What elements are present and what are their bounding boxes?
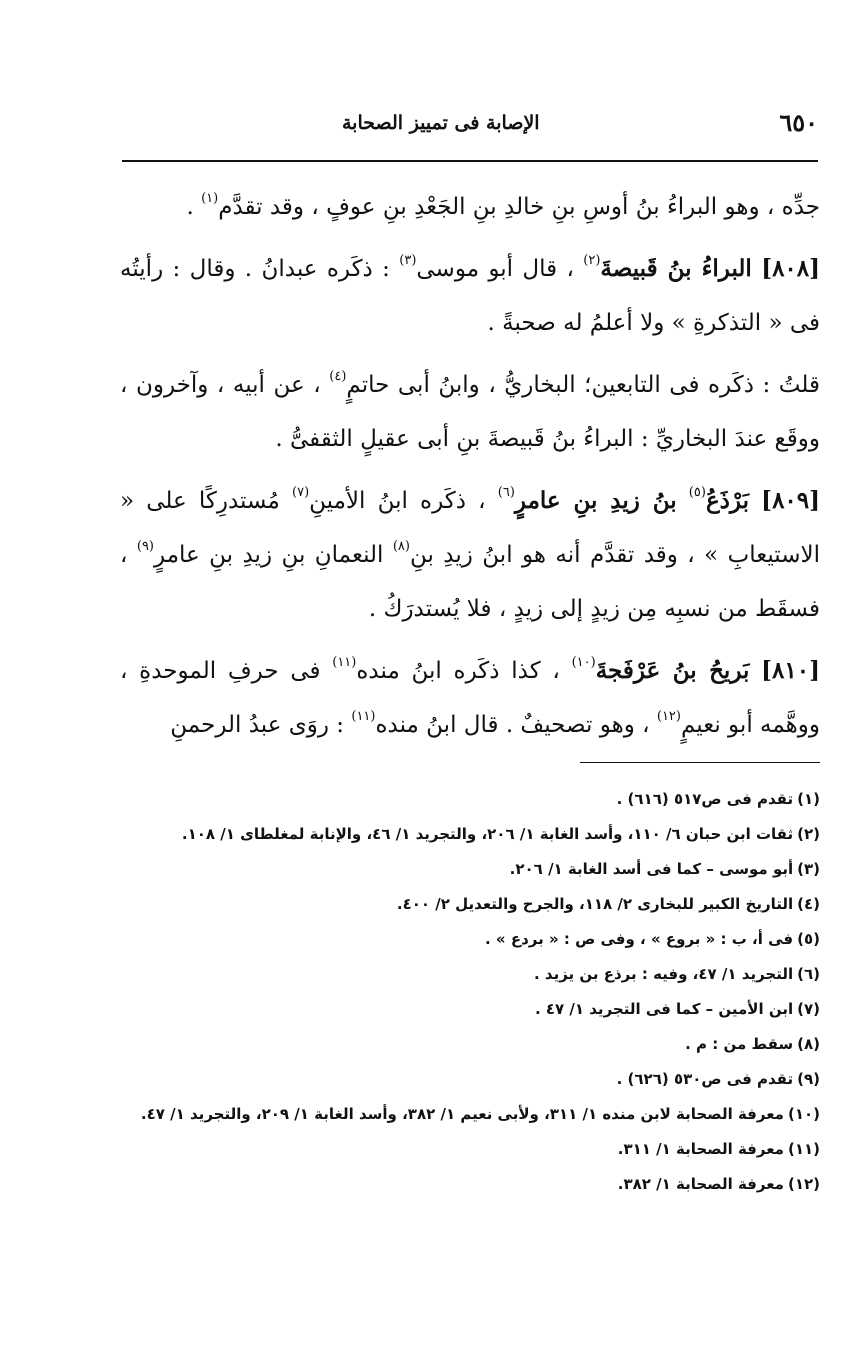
footnote-text: ثقات ابن حبان ٦/ ١١٠، وأسد الغابة ١/ ٢٠٦، والتجريد ١/ ٤٦، والإنابة لمغلطاى ١/ ١٠٨. xyxy=(181,825,794,843)
note-text: ، عن أبيه ، وآخرون ، ووقَع عندَ البخاريِّ : البراءُ بنُ قَبيصةَ بنِ أبى عقيلٍ الثقفىُّ . xyxy=(120,372,820,452)
footnote-10 xyxy=(120,1097,820,1132)
footnote-11 xyxy=(120,1132,820,1167)
footnote-number: (٦) xyxy=(797,965,820,983)
entry-text: ، فسقَط من نسبِه مِن زيدٍ إلى زيدٍ ، فلا يُستدرَكُ . xyxy=(120,542,820,622)
p1-text: جدِّه ، وهو البراءُ بنُ أوسِ بنِ خالدِ بنِ الجَعْدِ بنِ عوفٍ ، وقد تقدَّم xyxy=(218,194,820,220)
footnote-ref: (١٢) xyxy=(656,709,681,724)
footnote-text: سقط من : م . xyxy=(685,1035,794,1053)
footnote-number: (٣) xyxy=(797,860,820,878)
entry-name-rest: بنُ زيدِ بنِ عامرٍ xyxy=(514,487,677,514)
footnote-ref: (٦) xyxy=(497,485,515,500)
entry-text: مُستدرِكًا على « الاستيعابِ » ، وقد تقدَّم أنه هو ابنُ زيدِ بنِ xyxy=(120,488,821,568)
entry-text: النعمانِ بنِ زيدِ بنِ عامرٍ xyxy=(154,542,384,568)
footnote-text: تقدم فى ص٥١٧ (٦١٦) . xyxy=(616,790,794,808)
page-header xyxy=(122,108,818,148)
footnote-text: التاريخ الكبير للبخارى ٢/ ١١٨، والجرح والتعديل ٢/ ٤٠٠. xyxy=(396,895,794,913)
entry-text: فى حرفِ الموحدةِ ، ووهَّمه أبو نعيمٍ xyxy=(120,658,820,738)
footnotes xyxy=(120,782,820,1202)
footnote-text: تقدم فى ص٥٣٠ (٦٢٦) . xyxy=(616,1070,794,1088)
entry-name: بَريحُ بنُ عَرْفَجةَ xyxy=(595,657,750,684)
footnote-3 xyxy=(120,852,820,887)
footnote-6 xyxy=(120,957,820,992)
entry-810 xyxy=(120,644,820,752)
entry-text: ، ذكَره ابنُ الأمينِ xyxy=(309,488,486,514)
entry-number: [٨١٠] xyxy=(761,657,820,684)
entry-text: ، كذا ذكَره ابنُ منده xyxy=(356,658,560,684)
book-title: الإصابة فى تمييز الصحابة xyxy=(342,112,540,134)
paragraph-1 xyxy=(120,180,820,234)
footnote-number: (١٠) xyxy=(787,1105,820,1123)
entry-808 xyxy=(120,242,820,350)
footnote-7 xyxy=(120,992,820,1027)
entry-809 xyxy=(120,474,820,636)
footnote-text: أبو موسى – كما فى أسد الغابة ١/ ٢٠٦. xyxy=(509,860,794,878)
entry-number: [٨٠٨] xyxy=(761,255,821,282)
footnote-number: (١٢) xyxy=(787,1175,820,1193)
paragraph-note xyxy=(120,358,820,466)
footnote-12 xyxy=(120,1167,820,1202)
entry-text: ، قال أبو موسى xyxy=(416,256,574,282)
footnote-4 xyxy=(120,887,820,922)
footnote-number: (٢) xyxy=(797,825,820,843)
footnote-number: (٥) xyxy=(797,930,820,948)
footnote-text: التجريد ١/ ٤٧، وفيه : برذع بن يزيد . xyxy=(533,965,794,983)
footnote-5 xyxy=(120,922,820,957)
entry-text: : روَى عبدُ الرحمنِ xyxy=(170,712,345,738)
footnote-number: (١١) xyxy=(787,1140,820,1158)
footnote-ref: (١) xyxy=(201,191,219,206)
entry-text: : ذكَره عبدانُ . وقال : رأيتُه فى « التذكرةِ » ولا أعلمُ له صحبةً . xyxy=(120,256,820,336)
footnote-ref: (٣) xyxy=(399,253,417,268)
footnote-ref: (٥) xyxy=(688,485,706,500)
footnote-ref: (١١) xyxy=(351,709,376,724)
footnote-text: فى أ، ب : « بروع » ، وفى ص : « بردع » . xyxy=(485,930,794,948)
note-text: قلتُ : ذكَره فى التابعين؛ البخاريُّ ، وابنُ أبى حاتمٍ xyxy=(346,372,820,398)
footnote-text: معرفة الصحابة لابن منده ١/ ٣١١، ولأبى نعيم ١/ ٣٨٢، وأسد الغابة ١/ ٢٠٩، والتجريد ١/ ٤٧. xyxy=(140,1105,784,1123)
footnote-number: (٧) xyxy=(797,1000,820,1018)
footnote-ref: (٨) xyxy=(392,539,410,554)
footnote-ref: (١١) xyxy=(332,655,357,670)
footnote-9 xyxy=(120,1062,820,1097)
footnote-ref: (٩) xyxy=(136,539,154,554)
main-text xyxy=(120,180,820,760)
footnote-number: (٨) xyxy=(797,1035,820,1053)
page-number: ٦٥٠ xyxy=(779,108,818,137)
footnote-ref: (١٠) xyxy=(571,655,596,670)
footnote-2 xyxy=(120,817,820,852)
p1-tail: . xyxy=(186,194,202,220)
footnote-1 xyxy=(120,782,820,817)
footnote-ref: (٤) xyxy=(329,369,347,384)
footnote-number: (١) xyxy=(797,790,820,808)
footnote-8 xyxy=(120,1027,820,1062)
entry-number: [٨٠٩] xyxy=(761,487,821,514)
entry-text: ، وهو تصحيفٌ . قال ابنُ منده xyxy=(375,712,650,738)
entry-name: البراءُ بنُ قَبيصةَ xyxy=(600,255,752,282)
footnote-text: معرفة الصحابة ١/ ٣٨٢. xyxy=(617,1175,784,1193)
footnote-text: ابن الأمين – كما فى التجريد ١/ ٤٧ . xyxy=(534,1000,794,1018)
footnote-text: معرفة الصحابة ١/ ٣١١. xyxy=(617,1140,784,1158)
footnote-number: (٤) xyxy=(797,895,820,913)
footnote-ref: (٧) xyxy=(292,485,310,500)
header-divider xyxy=(122,160,818,162)
footnote-divider xyxy=(580,762,820,763)
footnote-number: (٩) xyxy=(797,1070,820,1088)
entry-name: بَرْذَعُ xyxy=(705,487,749,514)
footnote-ref: (٢) xyxy=(583,253,601,268)
